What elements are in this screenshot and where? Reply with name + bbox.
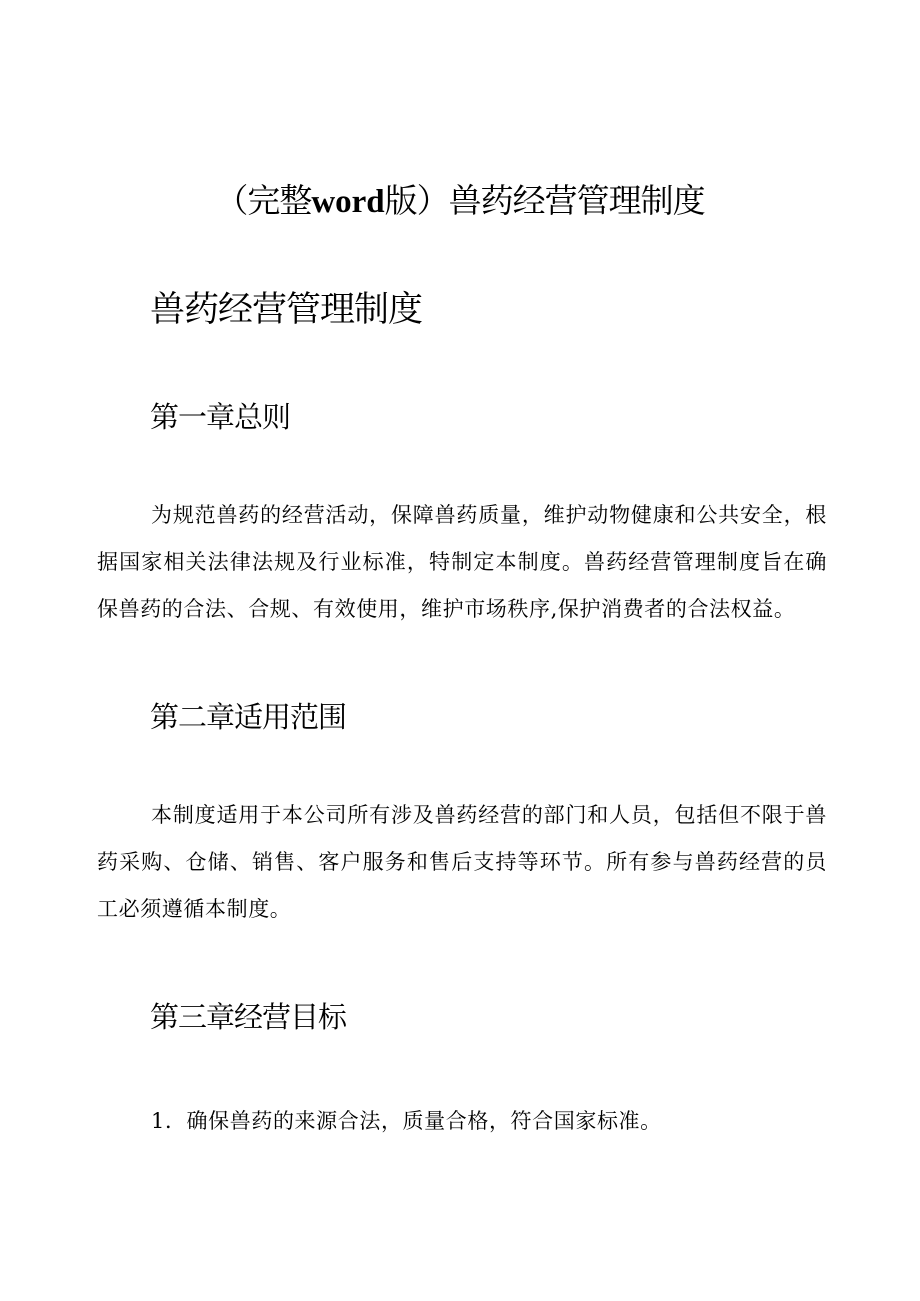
document-title [0, 178, 920, 225]
document-title-suffix: 版）兽药经营管理制度 [384, 181, 705, 220]
chapter-2-paragraph: 本制度适用于本公司所有涉及兽药经营的部门和人员，包括但不限于兽药采购、仓储、销售、客户服务和售后支持等环节。所有参与兽药经营的员工必须遵循本制度。 [97, 803, 827, 921]
chapter-3-list-item: 1．确保兽药的来源合法，质量合格，符合国家标准。 [151, 1109, 662, 1133]
main-heading: 兽药经营管理制度 [150, 290, 423, 330]
document-title-latin: word [311, 184, 385, 220]
chapter-1-heading: 第一章总则 [150, 400, 291, 434]
chapter-1-paragraph: 为规范兽药的经营活动，保障兽药质量，维护动物健康和公共安全，根据国家相关法律法规及行业标准，特制定本制度。兽药经营管理制度旨在确保兽药的合法、合规、有效使用，维护市场秩序,保护消费者的合法权益。 [97, 503, 827, 621]
document-title-prefix: （完整 [215, 181, 312, 220]
chapter-2-heading: 第二章适用范围 [150, 700, 347, 734]
chapter-3-heading: 第三章经营目标 [150, 1000, 347, 1034]
